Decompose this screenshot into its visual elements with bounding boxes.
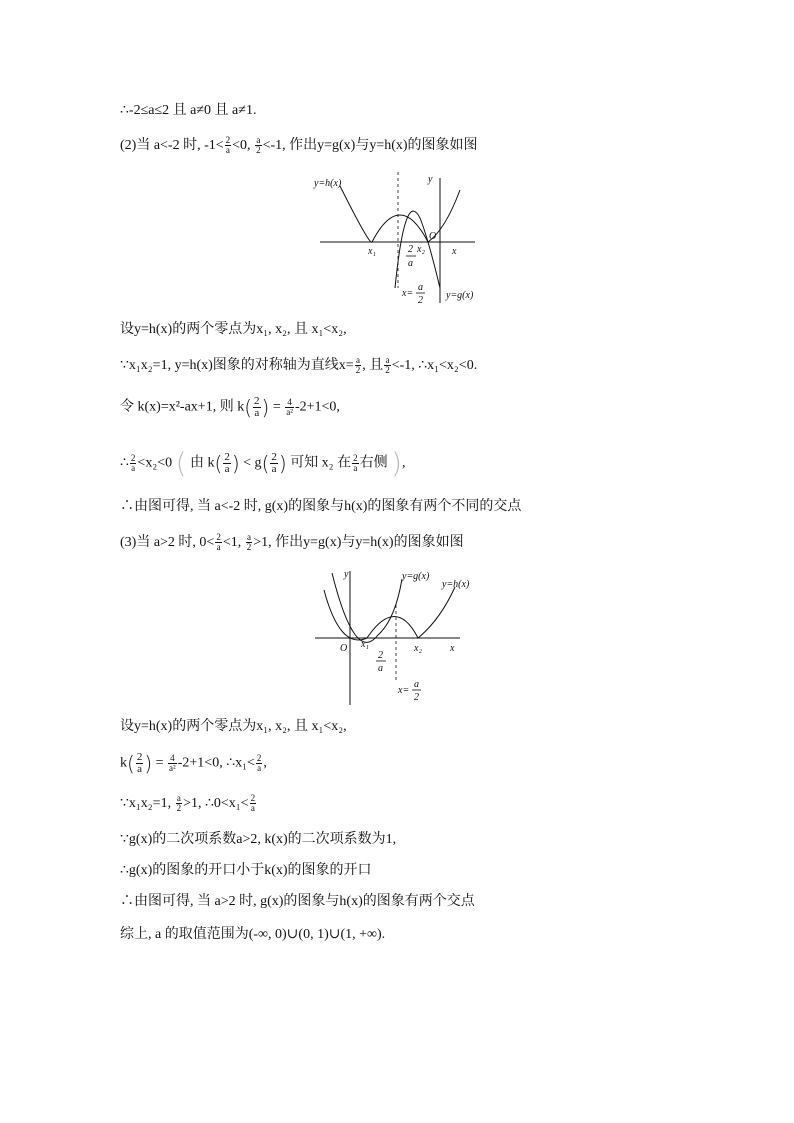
fraction-2-over-a: $\frac{2}{a}$ [225,135,231,156]
fig2-axis-num: a [414,679,419,690]
g-label: y=g(x) [446,290,474,301]
figure-1-graph [300,168,490,308]
x1-label: x₁ [368,246,376,257]
text-line-8: (3)当 a>2 时, 0< $\frac{2}{a}$ <1, $\frac{a}{2}$ >1, 作出y=g(x)与y=h(x)的图象如图 [120,532,464,553]
fig2-axis-den: 2 [414,692,419,703]
x2-label: x₂ [417,244,425,255]
case2-intro: (2)当 a<-2 时, -1< [120,138,224,153]
y-label: y [344,569,349,580]
text-line-10: k( $\frac{2}{a}$ ) = $\frac{4}{\text{a²}}$ -2+1<0, ∴x₁< $\frac{2}{a}$ , [120,751,267,776]
fig2-frac-denominator: a [378,663,383,674]
fig1-frac-denominator: a [408,258,413,269]
fig1-axis-den: 2 [418,295,423,306]
text-line-6: ∴ $\frac{2}{a}$ <x₂<0 ( 由 k( $\frac{2}{a}$ ) < g( $\frac{2}{a}$ ) 可知 x₂ 在 $\frac{2}{a}$ 右侧 ), [120,446,406,480]
text-line-4: ∵x₁x₂=1, y=h(x)图象的对称轴为直线x= $\frac{a}{2}$ , 且 $\frac{a}{2}$ <-1, ∴x₁<x₂<0. [120,355,478,376]
origin-label: O [340,643,348,654]
text-line-2: (2)当 a<-2 时, -1< $\frac{2}{a}$ <0, $\frac{a}{2}$ <-1, 作出y=g(x)与y=h(x)的图象如图 [120,135,478,156]
text-line-9: 设y=h(x)的两个零点为x₁, x₂, 且 x₁<x₂, [120,719,347,734]
h-label: y=h(x) [314,178,342,189]
fig1-frac-numerator: 2 [408,244,413,255]
text-line-13: ∴g(x)的图象的开口小于k(x)的图象的开口 [120,863,372,878]
x-label: x [450,643,455,654]
h-curve [340,186,460,242]
text-line-15: 综上, a 的取值范围为(-∞, 0)∪(0, 1)∪(1, +∞). [120,927,386,942]
text-line-12: ∵g(x)的二次项系数a>2, k(x)的二次项系数为1, [120,832,397,847]
text-line-1 [120,101,256,121]
text-line-14: ∴由图可得, 当 a>2 时, g(x)的图象与h(x)的图象有两个交点 [120,894,475,909]
fig2-frac-numerator: 2 [378,650,383,661]
x-label: x [452,246,457,257]
text-line-5: 令 k(x)=x²-ax+1, 则 k( $\frac{2}{a}$ ) = $\frac{4}{\text{a²}}$ -2+1<0, [120,395,340,420]
fig1-axis-num: a [418,282,423,293]
fig1-axis-eq: x= [402,288,414,299]
x1-label: x₁ [361,639,369,650]
text-line-3: 设y=h(x)的两个零点为x₁, x₂, 且 x₁<x₂, [120,322,347,337]
g-label: y=g(x) [402,571,430,582]
fraction-a-over-2: $\frac{a}{2}$ [256,135,261,156]
origin-label: O [429,231,437,242]
h-curve [324,587,455,640]
fig2-axis-eq: x= [398,685,410,696]
text-line-11: ∵x₁x₂=1, $\frac{a}{2}$ >1, ∴0<x₁< $\frac{2}{a}$ [120,793,256,814]
conclusion-range: ∴-2≤a≤2 且 a≠0 且 a≠1. [120,103,257,118]
figure-2-graph [310,565,490,710]
y-label: y [428,174,433,185]
x2-label: x₂ [414,643,422,654]
h-label: y=h(x) [442,579,470,590]
text-line-7: ∴由图可得, 当 a<-2 时, g(x)的图象与h(x)的图象有两个不同的交点 [120,499,522,514]
